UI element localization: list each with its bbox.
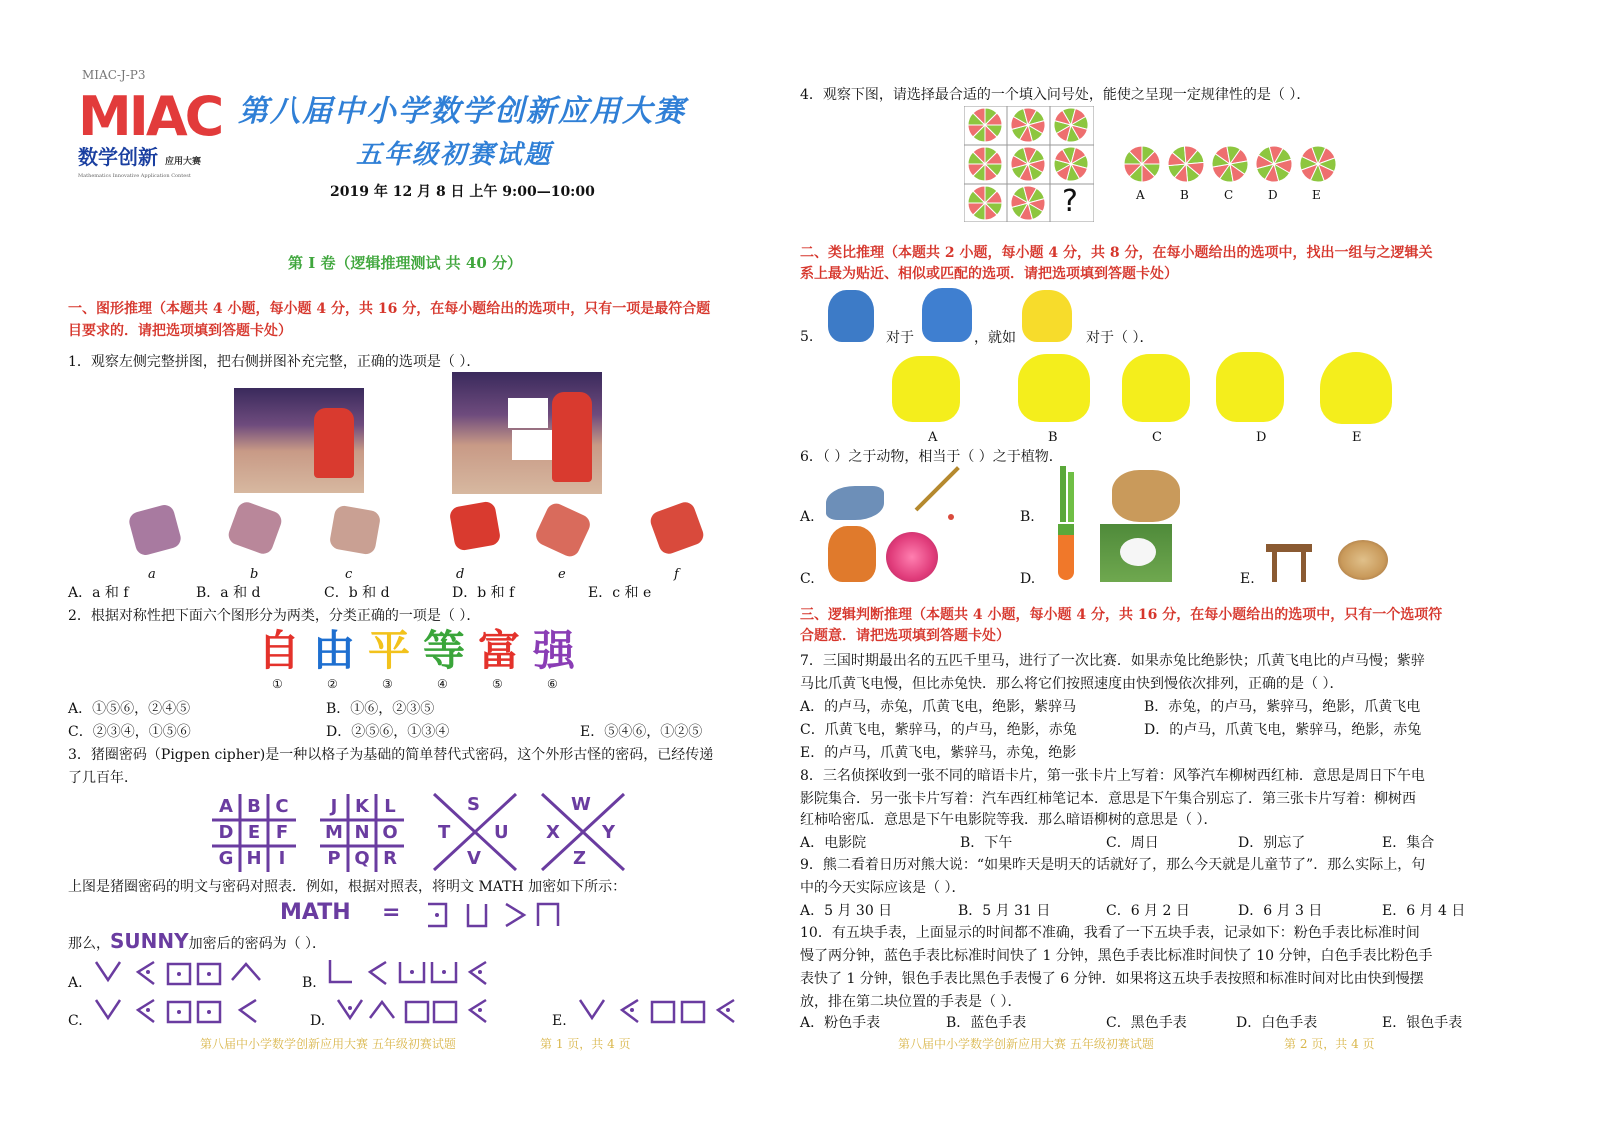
q7-line-2: 马比爪黄飞电慢，但比赤兔快．那么将它们按照速度由快到慢依次排列，正确的是（ ）． <box>800 676 1344 692</box>
q1-piece-labels <box>140 564 700 584</box>
q1-option-d[interactable]: D．b 和 f <box>452 585 515 601</box>
puzzle-piece-c[interactable] <box>329 504 382 555</box>
q2-num: ⑥ <box>547 677 558 691</box>
footer-right-page: 第 2 页，共 4 页 <box>1284 1037 1375 1051</box>
q4-pie-cell <box>1011 186 1045 220</box>
q2-option-c[interactable]: C．②③④，①⑤⑥ <box>68 724 191 740</box>
logo-sub <box>78 146 218 173</box>
q4-option-pie <box>1168 146 1204 182</box>
q4-option-labels <box>1136 188 1336 206</box>
pikachu-silhouette-d[interactable] <box>1216 352 1284 422</box>
q3-text-2: 了几百年． <box>68 770 138 786</box>
q10-line-3: 表快了 1 分钟，银色手表比黑色手表慢了 6 分钟．如果将这五块手表按照和标准时间对比由快到慢摆 <box>800 971 1424 987</box>
q7-option-a[interactable]: A．的卢马，赤兔，爪黄飞电，绝影，紫骍马 <box>800 699 1077 715</box>
piece-label: f <box>674 567 679 582</box>
pigpen-letter: Y <box>602 822 616 843</box>
q9-option-d[interactable]: D．6 月 3 日 <box>1238 903 1323 919</box>
q5-label[interactable]: B <box>1048 430 1058 445</box>
pigpen-letter: Q <box>354 848 370 869</box>
q5-text-3: 对于（ ）． <box>1086 330 1154 346</box>
exam-date: 2019 年 12 月 8 日 上午 9:00—10:00 <box>330 184 595 200</box>
q8-option-d[interactable]: D．别忘了 <box>1238 835 1306 851</box>
pigpen-letter: E <box>247 822 261 843</box>
q5-number: 5. <box>800 329 814 345</box>
q8-option-a[interactable]: A．电影院 <box>800 835 867 851</box>
pigpen-letter: A <box>219 796 233 817</box>
pigpen-letter: S <box>467 794 480 815</box>
pigpen-grid-2 <box>320 794 404 872</box>
puzzle-pieces <box>120 500 720 570</box>
q5-label[interactable]: D <box>1256 430 1267 445</box>
q7-option-d[interactable]: D．的卢马，爪黄飞电，紫骍马，绝影，赤兔 <box>1144 722 1422 738</box>
pigpen-letter: N <box>354 822 370 843</box>
equals-sign: = <box>382 900 401 925</box>
logo-en: Mathematics Innovative Application Contest <box>78 173 191 179</box>
piece-label: d <box>456 567 465 582</box>
q3-option-b-cipher[interactable] <box>326 956 506 990</box>
q3-option-c-label[interactable]: C. <box>68 1013 83 1029</box>
q6-option-e-label[interactable]: E. <box>1240 571 1255 587</box>
puzzle-complete-image <box>234 388 364 493</box>
piece-label: b <box>250 567 259 582</box>
piece-label: c <box>345 567 353 582</box>
q1-option-b[interactable]: B．a 和 d <box>196 585 261 601</box>
pigpen-letter: I <box>278 848 286 869</box>
q2-option-b[interactable]: B．①⑥，②③⑤ <box>326 701 435 717</box>
part3-title: 三、逻辑判断推理（本题共 4 小题，每小题 4 分，共 16 分，在每小题给出的选项中，只有一个选项符 <box>800 607 1443 623</box>
logo-sub-small: 应用大赛 <box>164 157 201 167</box>
q9-option-b[interactable]: B．5 月 31 日 <box>958 903 1051 919</box>
pigpen-letter: T <box>438 822 451 843</box>
footer-left-page: 第 1 页，共 4 页 <box>540 1037 631 1051</box>
q3-option-a-cipher[interactable] <box>92 956 272 990</box>
shark-image <box>826 486 884 520</box>
pigpen-letter: D <box>218 822 234 843</box>
q3-option-b-label[interactable]: B. <box>302 975 317 991</box>
q2-numbers <box>272 677 602 693</box>
puzzle-piece-e[interactable] <box>533 500 593 559</box>
q3-text-3: 上图是猪圈密码的明文与密码对照表．例如，根据对照表，将明文 MATH 加密如下所示： <box>68 879 627 895</box>
pigpen-letter: F <box>275 822 289 843</box>
pikachu-image <box>1022 290 1072 342</box>
q4-label[interactable]: C <box>1224 188 1234 202</box>
q6-option-b-label[interactable]: B. <box>1020 509 1035 525</box>
q8-option-b[interactable]: B．下午 <box>960 835 1013 851</box>
q10-option-d[interactable]: D．白色手表 <box>1236 1015 1318 1031</box>
q7-option-e[interactable]: E．的卢马，爪黄飞电，紫骍马，赤兔，绝影 <box>800 745 1077 761</box>
miac-logo <box>78 85 222 188</box>
fox-image <box>828 526 876 582</box>
part2-title: 二、类比推理（本题共 2 小题，每小题 4 分，共 8 分，在每小题给出的选项中，找出一组与之逻辑关 <box>800 245 1433 261</box>
part1-title: 一、图形推理（本题共 4 小题，每小题 4 分，共 16 分，在每小题给出的选项中，只有一项是最符合题 <box>68 301 711 317</box>
q6-option-a-label[interactable]: A. <box>800 509 815 525</box>
q4-question-mark: ? <box>1062 184 1078 219</box>
q2-option-d[interactable]: D．②⑤⑥，①③④ <box>326 724 450 740</box>
q3-text-1: 3．猪圈密码（Pigpen cipher)是一种以格子为基础的简单替代式密码，这个外形古怪的密码，已经传递 <box>68 747 714 763</box>
pigpen-letter: H <box>246 848 262 869</box>
q10-option-e[interactable]: E．银色手表 <box>1382 1015 1463 1031</box>
pigpen-letter: C <box>275 796 289 817</box>
q10-option-a[interactable]: A．粉色手表 <box>800 1015 881 1031</box>
pigpen-letter: R <box>383 848 397 869</box>
q10-option-b[interactable]: B．蓝色手表 <box>946 1015 1027 1031</box>
part3-title-2: 合题意．请把选项填到答题卡处） <box>800 628 1010 644</box>
q4-option-pie <box>1212 146 1248 182</box>
q8-line-2: 影院集合．另一张卡片写着：汽车西红柿笔记本．意思是下午集合别忘了．第三张卡片写着：柳树西 <box>800 791 1416 807</box>
footer-left-name: 第八届中小学数学创新应用大赛 五年级初赛试题 <box>200 1037 456 1051</box>
q7-option-b[interactable]: B．赤兔，的卢马，紫骍马，绝影，爪黄飞电 <box>1144 699 1421 715</box>
pigpen-letter: V <box>467 848 481 869</box>
q6-text: 6．（ ）之于动物，相当于（ ）之于植物． <box>800 449 1063 465</box>
sunny-word: SUNNY <box>110 929 189 953</box>
q9-option-a[interactable]: A．5 月 30 日 <box>800 903 893 919</box>
q5-text-1: 对于 <box>886 330 914 346</box>
q4-pie-cell <box>1011 147 1045 181</box>
q3-option-c-cipher[interactable] <box>92 994 272 1028</box>
q2-char: 等 <box>423 626 466 675</box>
q4-pie-cell <box>968 147 1002 181</box>
q2-num: ③ <box>382 677 393 691</box>
q2-characters <box>258 626 588 676</box>
q9-line-1: 9．熊二看着日历对熊大说：“如果昨天是明天的话就好了，那么今天就是儿童节了”．那么实际上，句 <box>800 857 1426 873</box>
q2-num: ① <box>272 677 283 691</box>
rabbit-image <box>1100 524 1172 582</box>
q4-label[interactable]: E <box>1312 188 1321 202</box>
pigpen-letter: U <box>494 822 509 843</box>
q4-pie-cell <box>1054 108 1088 142</box>
stitch-image-1 <box>828 290 874 342</box>
q3-option-e-cipher[interactable] <box>576 994 746 1028</box>
q10-line-1: 10．有五块手表，上面显示的时间都不准确，我看了一下五块手表，记录如下：粉色手表比标准时间 <box>800 925 1420 941</box>
q5-label[interactable]: C <box>1152 430 1162 445</box>
q4-option-pie <box>1300 146 1336 182</box>
q4-pie-cell <box>968 108 1002 142</box>
q2-num: ② <box>327 677 338 691</box>
pigpen-letter: M <box>325 822 343 843</box>
q2-char: 自 <box>258 626 301 675</box>
pigpen-x-2 <box>538 790 628 874</box>
pigpen-letter: J <box>330 796 338 817</box>
q2-char: 平 <box>368 626 411 675</box>
logo-sub-main: 数学创新 <box>78 145 158 169</box>
q2-num: ④ <box>437 677 448 691</box>
q4-option-pie <box>1256 146 1292 182</box>
pigpen-grid-1 <box>212 794 296 872</box>
q8-option-e[interactable]: E．集合 <box>1382 835 1435 851</box>
q6-option-d-label[interactable]: D. <box>1020 571 1036 587</box>
q2-text: 2．根据对称性把下面六个图形分为两类，分类正确的一项是（ ）． <box>68 608 481 624</box>
peanuts-image <box>1112 470 1180 522</box>
tree-stump-image <box>1338 540 1388 580</box>
part1-title-2: 目要求的．请把选项填到答题卡处） <box>68 323 292 339</box>
pigpen-letter: X <box>546 822 560 843</box>
q10-line-2: 慢了两分钟，蓝色手表比标准时间快了 1 分钟，黑色手表比标准时间快了 10 分钟，白色手表比粉色手 <box>800 948 1433 964</box>
q6-option-c-label[interactable]: C. <box>800 571 815 587</box>
pikachu-silhouette-a[interactable] <box>892 356 960 422</box>
pikachu-silhouette-e[interactable] <box>1320 352 1392 424</box>
q7-line-1: 7．三国时期最出名的五匹千里马，进行了一次比赛．如果赤兔比绝影快；爪黄飞电比的卢马慢；紫骍 <box>800 653 1425 669</box>
page-subtitle: 五年级初赛试题 <box>356 140 553 170</box>
q2-option-a[interactable]: A．①⑤⑥，②④⑤ <box>68 701 191 717</box>
q9-option-e[interactable]: E．6 月 4 日 <box>1382 903 1466 919</box>
q3-option-d-cipher[interactable] <box>334 994 524 1028</box>
q1-text: 1．观察左侧完整拼图，把右侧拼图补充完整，正确的选项是（ ）． <box>68 354 481 370</box>
q7-option-c[interactable]: C．爪黄飞电，紫骍马，的卢马，绝影，赤兔 <box>800 722 1077 738</box>
q4-label[interactable]: B <box>1180 188 1189 202</box>
q8-line-3: 红柿哈密瓜．意思是下午电影院等我．那么暗语柳树的意思是（ ）． <box>800 812 1218 828</box>
math-cipher <box>422 900 572 930</box>
q4-label[interactable]: D <box>1268 188 1278 202</box>
puzzle-piece-b[interactable] <box>226 499 284 556</box>
logo-text: MIAC <box>78 85 222 148</box>
piece-label: e <box>558 567 566 582</box>
page-title: 第八届中小学数学创新应用大赛 <box>238 94 686 129</box>
part2-title-2: 系上最为贴近、相似或匹配的选项．请把选项填到答题卡处） <box>800 266 1178 282</box>
q1-option-a[interactable]: A．a 和 f <box>68 585 129 601</box>
q1-option-e[interactable]: E．c 和 e <box>588 585 652 601</box>
q5-text-2: ，就如 <box>974 330 1016 346</box>
sunny-suffix: 加密后的密码为（ ）． <box>188 936 327 952</box>
header-code: MIAC-J-P3 <box>82 68 146 82</box>
footer-right-name: 第八届中小学数学创新应用大赛 五年级初赛试题 <box>898 1037 1154 1051</box>
q2-num: ⑤ <box>492 677 503 691</box>
q4-text: 4．观察下图，请选择最合适的一个填入问号处，能使之呈现一定规律性的是（ ）． <box>800 87 1311 103</box>
pikachu-silhouette-b[interactable] <box>1018 354 1090 422</box>
q4-pie-cell <box>1054 147 1088 181</box>
q8-line-1: 8．三名侦探收到一张不同的暗语卡片，第一张卡片上写着：风筝汽车柳树西红柿．意思是周日下午电 <box>800 768 1425 784</box>
pigpen-letter: Z <box>573 848 587 869</box>
pigpen-letter: L <box>384 796 396 817</box>
stool-image <box>1266 544 1312 582</box>
pigpen-letter: B <box>247 796 261 817</box>
q8-option-c[interactable]: C．周日 <box>1106 835 1159 851</box>
fishing-rod-image <box>912 468 968 520</box>
q5-label[interactable]: E <box>1352 430 1362 445</box>
q5-label[interactable]: A <box>928 430 938 445</box>
q1-option-c[interactable]: C．b 和 d <box>324 585 390 601</box>
flower-image <box>886 532 938 582</box>
pigpen-letter: W <box>571 794 591 815</box>
pigpen-letter: O <box>382 822 398 843</box>
carrot-image <box>1058 524 1074 580</box>
pikachu-silhouette-c[interactable] <box>1122 354 1190 422</box>
q4-option-pies[interactable] <box>1120 144 1340 184</box>
q5-options <box>890 352 1410 428</box>
section-title: 第 I 卷（逻辑推理测试 共 40 分） <box>288 254 523 272</box>
q10-line-4: 放，排在第二块位置的手表是（ ）． <box>800 994 1022 1010</box>
q4-pie-cell <box>1011 108 1045 142</box>
pigpen-letter: G <box>218 848 234 869</box>
puzzle-incomplete-image <box>452 372 602 494</box>
q2-char: 富 <box>478 626 521 675</box>
puzzle-piece-a[interactable] <box>127 503 183 557</box>
q3-option-d-label[interactable]: D. <box>310 1013 326 1029</box>
q4-option-pie <box>1124 146 1160 182</box>
q2-option-e[interactable]: E．⑤④⑥，①②⑤ <box>580 724 703 740</box>
piece-label: a <box>148 567 156 582</box>
q3-option-e-label[interactable]: E. <box>552 1013 567 1029</box>
pigpen-letter: P <box>327 848 341 869</box>
q4-pie-cell <box>968 186 1002 220</box>
sunny-line <box>68 930 326 955</box>
math-word: MATH <box>280 900 351 925</box>
stitch-silhouette <box>922 288 972 342</box>
q9-option-c[interactable]: C．6 月 2 日 <box>1106 903 1190 919</box>
puzzle-piece-d[interactable] <box>449 500 502 551</box>
pigpen-letter: K <box>355 796 369 817</box>
q4-label[interactable]: A <box>1136 188 1145 202</box>
puzzle-piece-f[interactable] <box>648 499 706 556</box>
bamboo-image <box>1046 466 1086 522</box>
sunny-prefix: 那么， <box>68 936 110 952</box>
q3-option-a-label[interactable]: A. <box>68 975 83 991</box>
pigpen-x-1 <box>430 790 520 874</box>
q9-line-2: 中的今天实际应该是（ ）． <box>800 880 966 896</box>
q2-char: 强 <box>533 626 576 675</box>
q2-char: 由 <box>313 626 356 675</box>
q10-option-c[interactable]: C．黑色手表 <box>1106 1015 1187 1031</box>
